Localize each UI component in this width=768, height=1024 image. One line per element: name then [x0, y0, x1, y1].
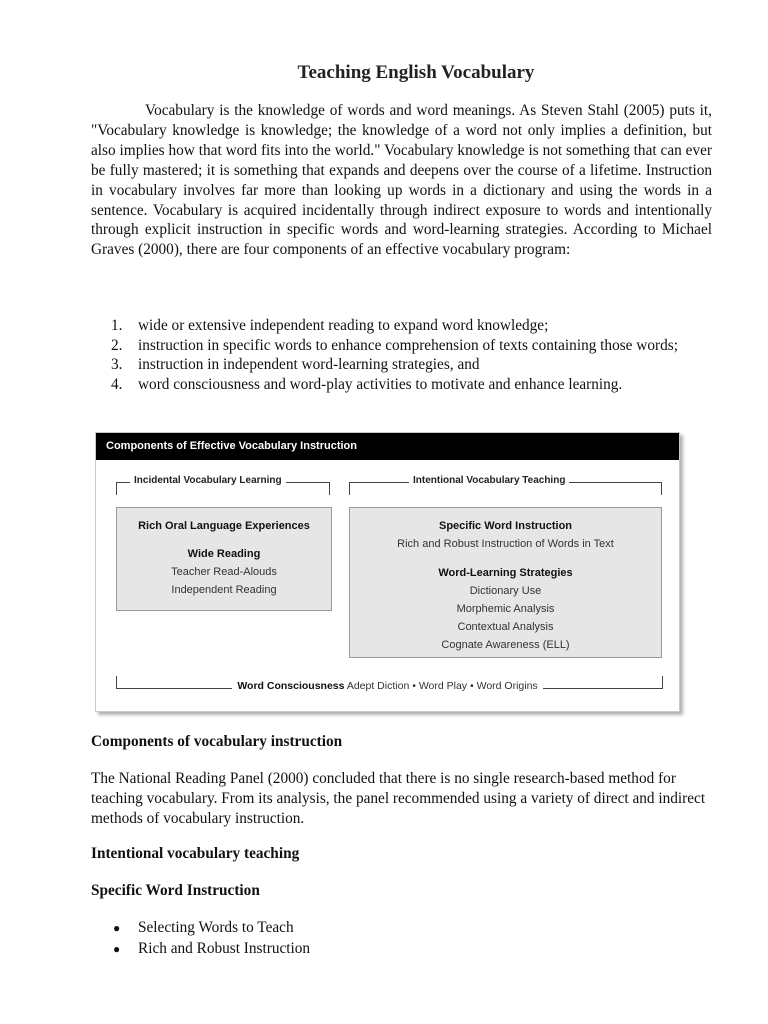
list-item: 4. word consciousness and word-play activities to motivate and enhance learning.: [111, 375, 623, 393]
intentional-label: Intentional Vocabulary Teaching: [409, 475, 569, 486]
bullet-icon: ●: [113, 921, 121, 935]
incidental-box: Rich Oral Language Experiences Wide Reading Teacher Read-Alouds Independent Reading: [116, 507, 332, 611]
word-consciousness-row: Word Consciousness Adept Diction • Word Play • Word Origins: [96, 680, 679, 692]
list-item: 2. instruction in specific words to enhance comprehension of texts containing those words;: [111, 336, 678, 354]
list-item: ● Selecting Words to Teach: [91, 918, 310, 939]
intentional-box: Specific Word Instruction Rich and Robust Instruction of Words in Text Word-Learning Strategies Dictionary Use Morphemic Analysis Contextual Analysis Cognate Awareness (ELL): [349, 507, 662, 658]
figure-header: Components of Effective Vocabulary Instruction: [96, 433, 679, 460]
list-item: 3. instruction in independent word-learning strategies, and: [111, 356, 480, 374]
subheading-intentional: Intentional vocabulary teaching: [91, 845, 300, 862]
vocabulary-instruction-figure: [95, 432, 680, 712]
components-list: [91, 316, 712, 394]
subheading-specific: Specific Word Instruction: [91, 882, 260, 899]
intro-paragraph: Vocabulary is the knowledge of words and word meanings. As Steven Stahl (2005) puts it, "Vocabulary knowledge is knowledge; the knowledge of a word not only implies a definition, but also implies how that word fits into the world." Vocabulary knowledge is not something that can ever be fully mastered; it is something that expands and deepens over the course of a lifetime. Instruction in vocabulary involves far more than looking up words in a dictionary and using the words in a sentence. Vocabulary is acquired incidentally through indirect exposure to words and intentionally through explicit instruction in specific words and word-learning strategies. According to Michael Graves (2000), there are four components of an effective vocabulary program:: [91, 102, 712, 259]
page-title: Teaching English Vocabulary: [297, 62, 535, 83]
incidental-label: Incidental Vocabulary Learning: [130, 475, 286, 486]
bullet-icon: ●: [113, 941, 121, 956]
list-item: 1. wide or extensive independent reading to expand word knowledge;: [111, 317, 549, 334]
section-heading: Components of vocabulary instruction: [91, 733, 343, 750]
section-paragraph: The National Reading Panel (2000) concluded that there is no single research-based method for teaching vocabulary. From its analysis, the panel recommended using a variety of direct and indirect methods of vocabulary instruction.: [91, 770, 706, 827]
bullet-list: [91, 918, 310, 959]
list-item: ● Rich and Robust Instruction: [91, 939, 310, 960]
